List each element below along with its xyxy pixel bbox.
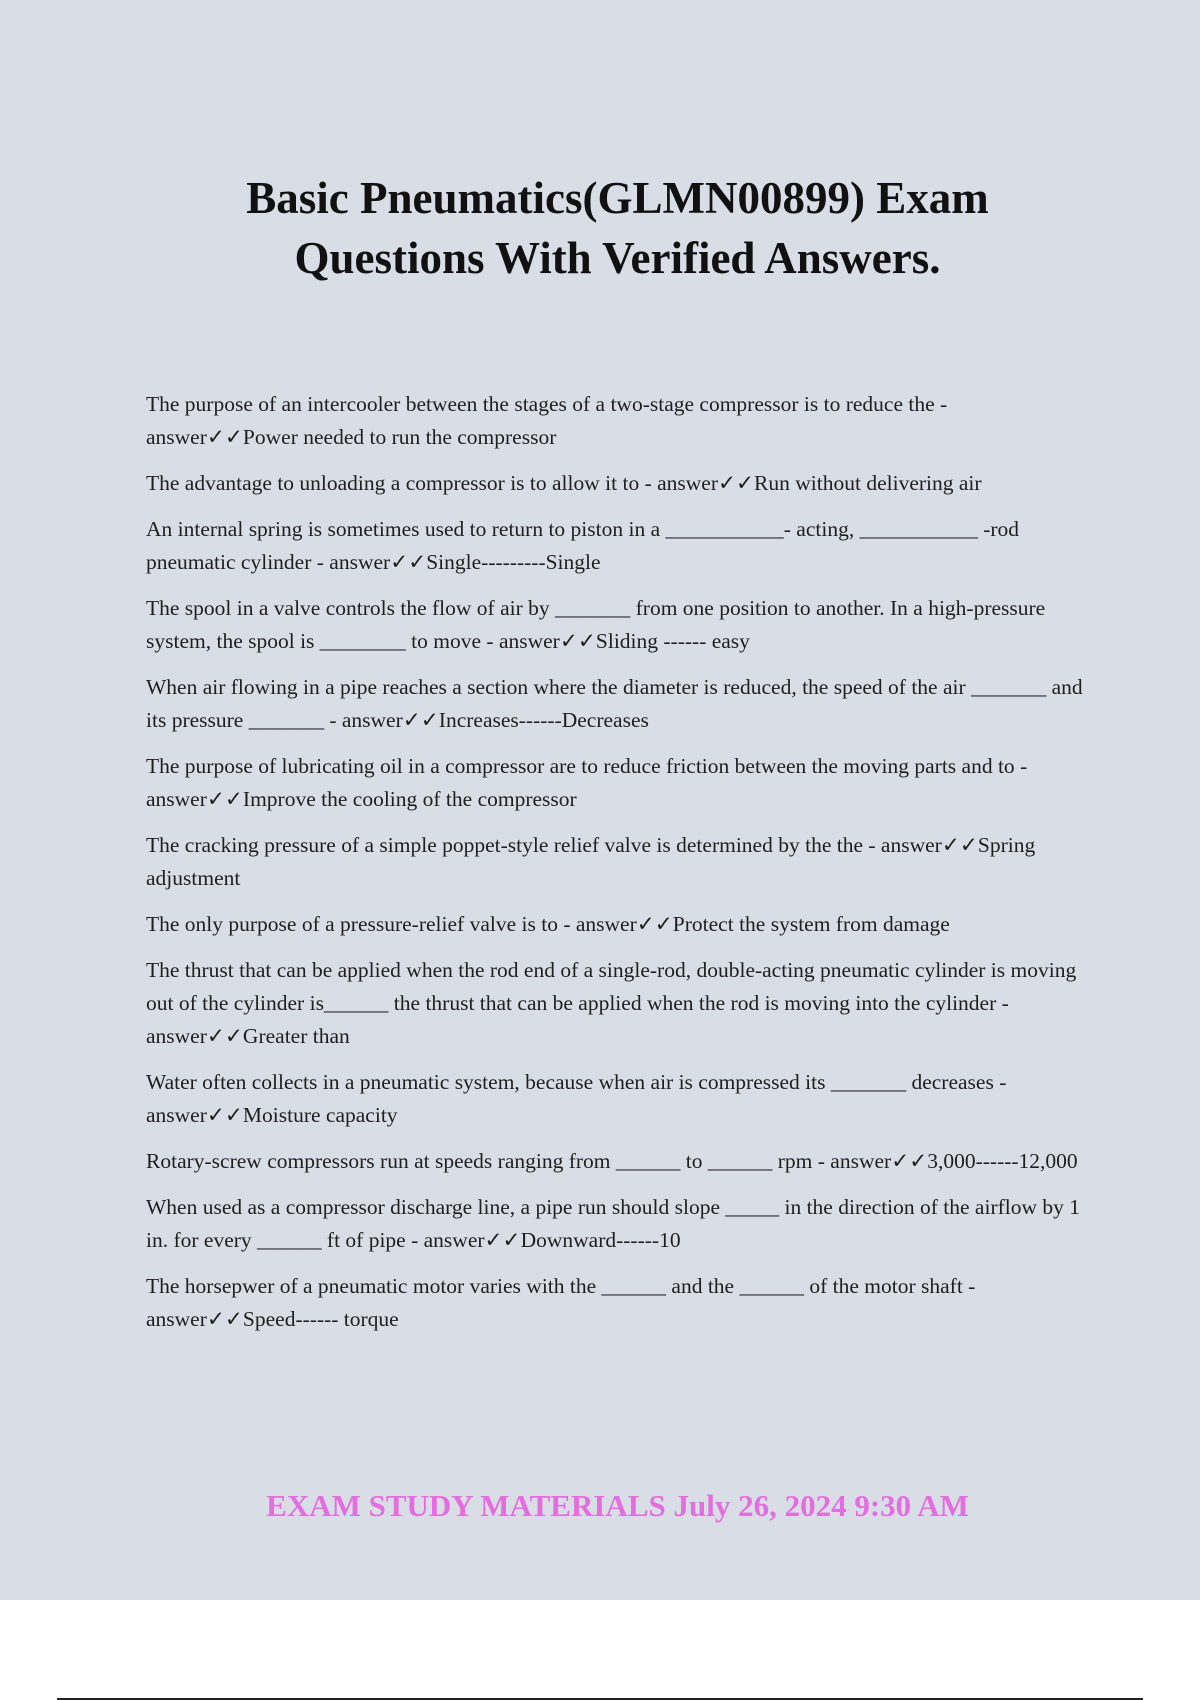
qa-item <box>146 750 1088 816</box>
answer-separator: - answer <box>323 708 403 732</box>
question-text: The advantage to unloading a compressor is to allow it to <box>146 471 640 495</box>
answer-separator: - answer <box>557 912 637 936</box>
answer-separator: - answer <box>405 1228 485 1252</box>
answer-text: Sliding ------ easy <box>595 629 750 653</box>
answer-separator: - answer <box>812 1149 892 1173</box>
question-text: The purpose of an intercooler between the stages of a two-stage compressor is to reduce the <box>146 392 935 416</box>
question-text: The thrust that can be applied when the rod end of a single-rod, double-acting pneumatic cylinder is moving out of the cylinder is______ the thrust that can be applied when the rod is moving into the cylinder <box>146 958 1077 1015</box>
question-text: The horsepwer of a pneumatic motor varies with the ______ and the ______ of the motor shaft <box>146 1274 963 1298</box>
answer-text: Spring adjustment <box>146 833 1036 890</box>
double-check-icon: ✓✓ <box>206 425 243 449</box>
qa-list <box>146 388 1088 1349</box>
double-check-icon: ✓✓ <box>941 833 978 857</box>
double-check-icon: ✓✓ <box>206 1103 243 1127</box>
answer-separator: - answer <box>146 392 948 449</box>
qa-item <box>146 1066 1088 1132</box>
answer-separator: - answer <box>863 833 942 857</box>
question-text: Rotary-screw compressors run at speeds ranging from ______ to ______ rpm <box>146 1149 813 1173</box>
double-check-icon: ✓✓ <box>636 912 673 936</box>
answer-separator: - answer <box>146 1070 1007 1127</box>
double-check-icon: ✓✓ <box>718 471 755 495</box>
answer-text: Protect the system from damage <box>672 912 950 936</box>
question-text: An internal spring is sometimes used to return to piston in a ___________- acting, ___________ -rod pneumatic cylinder <box>146 517 1020 574</box>
answer-separator: - answer <box>311 550 391 574</box>
answer-text: Single---------Single <box>426 550 601 574</box>
answer-separator: - answer <box>146 754 1028 811</box>
answer-text: 3,000------12,000 <box>927 1149 1078 1173</box>
qa-item <box>146 954 1088 1053</box>
double-check-icon: ✓✓ <box>559 629 596 653</box>
question-text: Water often collects in a pneumatic system, because when air is compressed its _______ decreases <box>146 1070 994 1094</box>
answer-text: Downward------10 <box>520 1228 681 1252</box>
qa-item <box>146 829 1088 895</box>
qa-item <box>146 1191 1088 1257</box>
answer-separator: - answer <box>481 629 560 653</box>
qa-item <box>146 1145 1088 1178</box>
double-check-icon: ✓✓ <box>891 1149 928 1173</box>
double-check-icon: ✓✓ <box>390 550 427 574</box>
question-text: When used as a compressor discharge line, a pipe run should slope _____ in the direction of the airflow by 1 in. for every ______ ft of pipe <box>146 1195 1081 1252</box>
answer-text: Greater than <box>242 1024 350 1048</box>
double-check-icon: ✓✓ <box>206 787 243 811</box>
double-check-icon: ✓✓ <box>484 1228 521 1252</box>
double-check-icon: ✓✓ <box>206 1307 243 1331</box>
footer-date-stamp: EXAM STUDY MATERIALS July 26, 2024 9:30 AM <box>266 1488 969 1523</box>
answer-separator: - answer <box>146 1274 976 1331</box>
qa-item <box>146 467 1088 500</box>
qa-item <box>146 388 1088 454</box>
question-text: The cracking pressure of a simple poppet-style relief valve is determined by the the <box>146 833 864 857</box>
answer-text: Increases------Decreases <box>438 708 649 732</box>
answer-text: Speed------ torque <box>242 1307 399 1331</box>
qa-item <box>146 1270 1088 1336</box>
document-title: Basic Pneumatics(GLMN00899) Exam Questions With Verified Answers. <box>246 173 989 283</box>
answer-text: Power needed to run the compressor <box>242 425 557 449</box>
answer-text: Run without delivering air <box>754 471 982 495</box>
double-check-icon: ✓✓ <box>206 1024 243 1048</box>
qa-item <box>146 513 1088 579</box>
qa-item <box>146 671 1088 737</box>
answer-separator: - answer <box>639 471 719 495</box>
answer-text: Improve the cooling of the compressor <box>242 787 577 811</box>
qa-item <box>146 908 1088 941</box>
question-text: The purpose of lubricating oil in a compressor are to reduce friction between the moving parts and to <box>146 754 1015 778</box>
answer-text: Moisture capacity <box>242 1103 398 1127</box>
question-text: The spool in a valve controls the flow of air by _______ from one position to another. In a high-pressure system, the spool is ________ to move <box>146 596 1046 653</box>
qa-item <box>146 592 1088 658</box>
double-check-icon: ✓✓ <box>402 708 439 732</box>
question-text: When air flowing in a pipe reaches a section where the diameter is reduced, the speed of the air _______ and its pressure _______ <box>146 675 1083 732</box>
question-text: The only purpose of a pressure-relief valve is to <box>146 912 558 936</box>
answer-separator: - answer <box>146 991 1009 1048</box>
